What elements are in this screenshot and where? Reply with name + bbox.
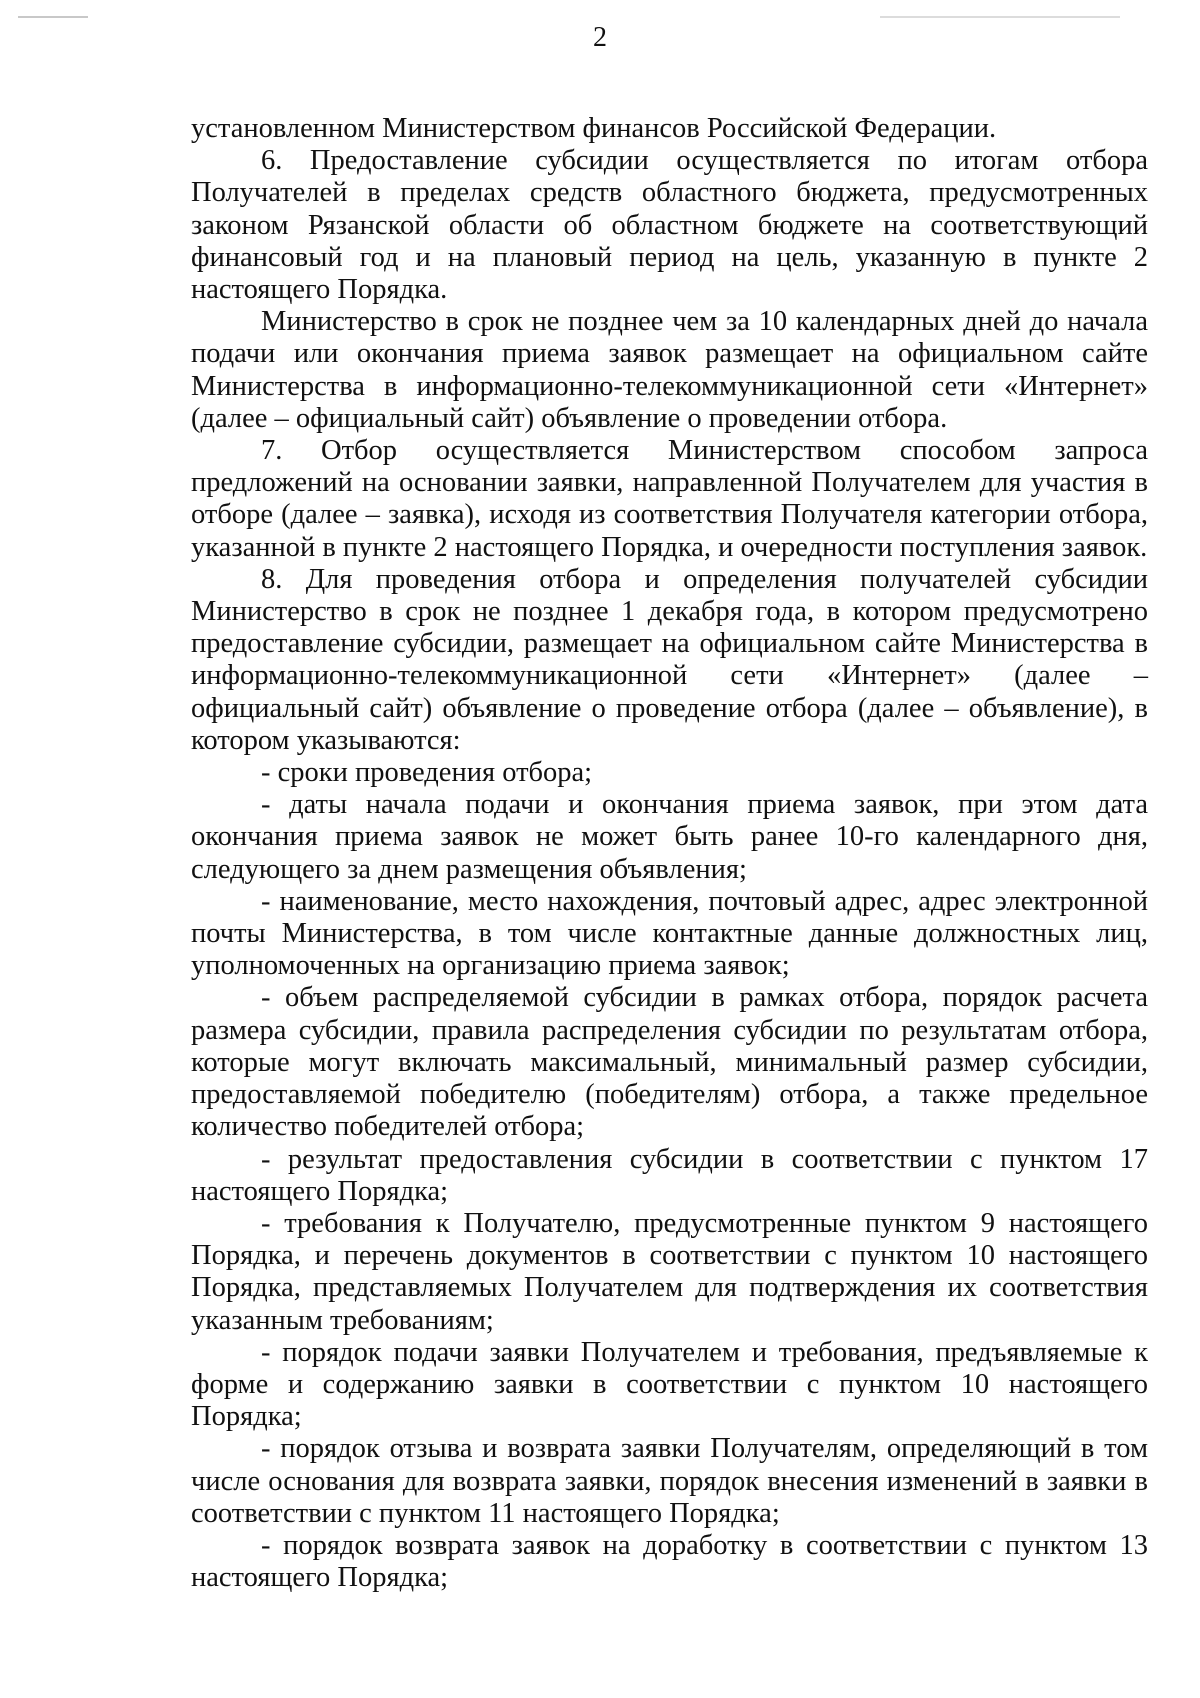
list-item-application-procedure: - порядок подачи заявки Получателем и требования, предъявляемые к форме и содержанию заявки в соответствии с пунктом 10 настоящего Порядка; — [191, 1336, 1148, 1433]
list-item-ministry-contacts: - наименование, место нахождения, почтовый адрес, адрес электронной почты Министерства, в том числе контактные данные должностных лиц, уполномоченных на организацию приема заявок; — [191, 885, 1148, 982]
document-body — [191, 113, 1148, 1594]
scan-artifact-top-left — [18, 16, 88, 18]
paragraph-item-6: 6. Предоставление субсидии осуществляется по итогам отбора Получателей в пределах средств областного бюджета, предусмотренных законом Рязанской области об областном бюджете на соответствующий финансовый год и на плановый период на цель, указанную в пункте 2 настоящего Порядка. — [191, 145, 1148, 306]
scan-artifact-top-right — [880, 16, 1120, 18]
paragraph-announcement-deadline: Министерство в срок не позднее чем за 10 календарных дней до начала подачи или окончания приема заявок размещает на официальном сайте Министерства в информационно-телекоммуникационной сети «Интернет» (далее – официальный сайт) объявление о проведении отбора. — [191, 306, 1148, 434]
list-item-selection-dates: - сроки проведения отбора; — [261, 757, 593, 789]
list-item-application-withdrawal: - порядок отзыва и возврата заявки Получателям, определяющий в том числе основания для возврата заявки, порядок внесения изменений в заявки в соответствии с пунктом 11 настоящего Порядка; — [191, 1433, 1148, 1529]
paragraph-item-8: 8. Для проведения отбора и определения получателей субсидии Министерство в срок не позднее 1 декабря года, в котором предусмотрено предоставление субсидии, размещает на официальном сайте Министерства в информационно-телекоммуникационной сети «Интернет» (далее – официальный сайт) объявление о проведение отбора (далее – объявление), в котором указываются: — [191, 563, 1148, 756]
page-number: 2 — [593, 22, 607, 53]
list-item-recipient-requirements: - требования к Получателю, предусмотренные пунктом 9 настоящего Порядка, и перечень документов в соответствии с пунктом 10 настоящего Порядка, представляемых Получателем для подтверждения их соответствия указанным требованиям; — [191, 1207, 1148, 1336]
list-item-subsidy-volume: - объем распределяемой субсидии в рамках отбора, порядок расчета размера субсидии, правила распределения субсидии по результатам отбора, которые могут включать максимальный, минимальный размер субсидии, предоставляемой победителю (победителям) отбора, а также предельное количество победителей отбора; — [191, 982, 1148, 1143]
list-item-application-revision: - порядок возврата заявок на доработку в соответствии с пунктом 13 настоящего Порядка; — [191, 1529, 1148, 1594]
list-item-subsidy-result: - результат предоставления субсидии в соответствии с пунктом 17 настоящего Порядка; — [191, 1143, 1148, 1207]
paragraph-continuation: установленном Министерством финансов Российской Федерации. — [191, 113, 997, 144]
paragraph-item-7: 7. Отбор осуществляется Министерством способом запроса предложений на основании заявки, направленной Получателем для участия в отборе (далее – заявка), исходя из соответствия Получателя категории отбора, указанной в пункте 2 настоящего Порядка, и очередности поступления заявок. — [191, 435, 1148, 563]
list-item-application-dates: - даты начала подачи и окончания приема заявок, при этом дата окончания приема заявок не может быть ранее 10-го календарного дня, следующего за днем размещения объявления; — [191, 789, 1148, 885]
